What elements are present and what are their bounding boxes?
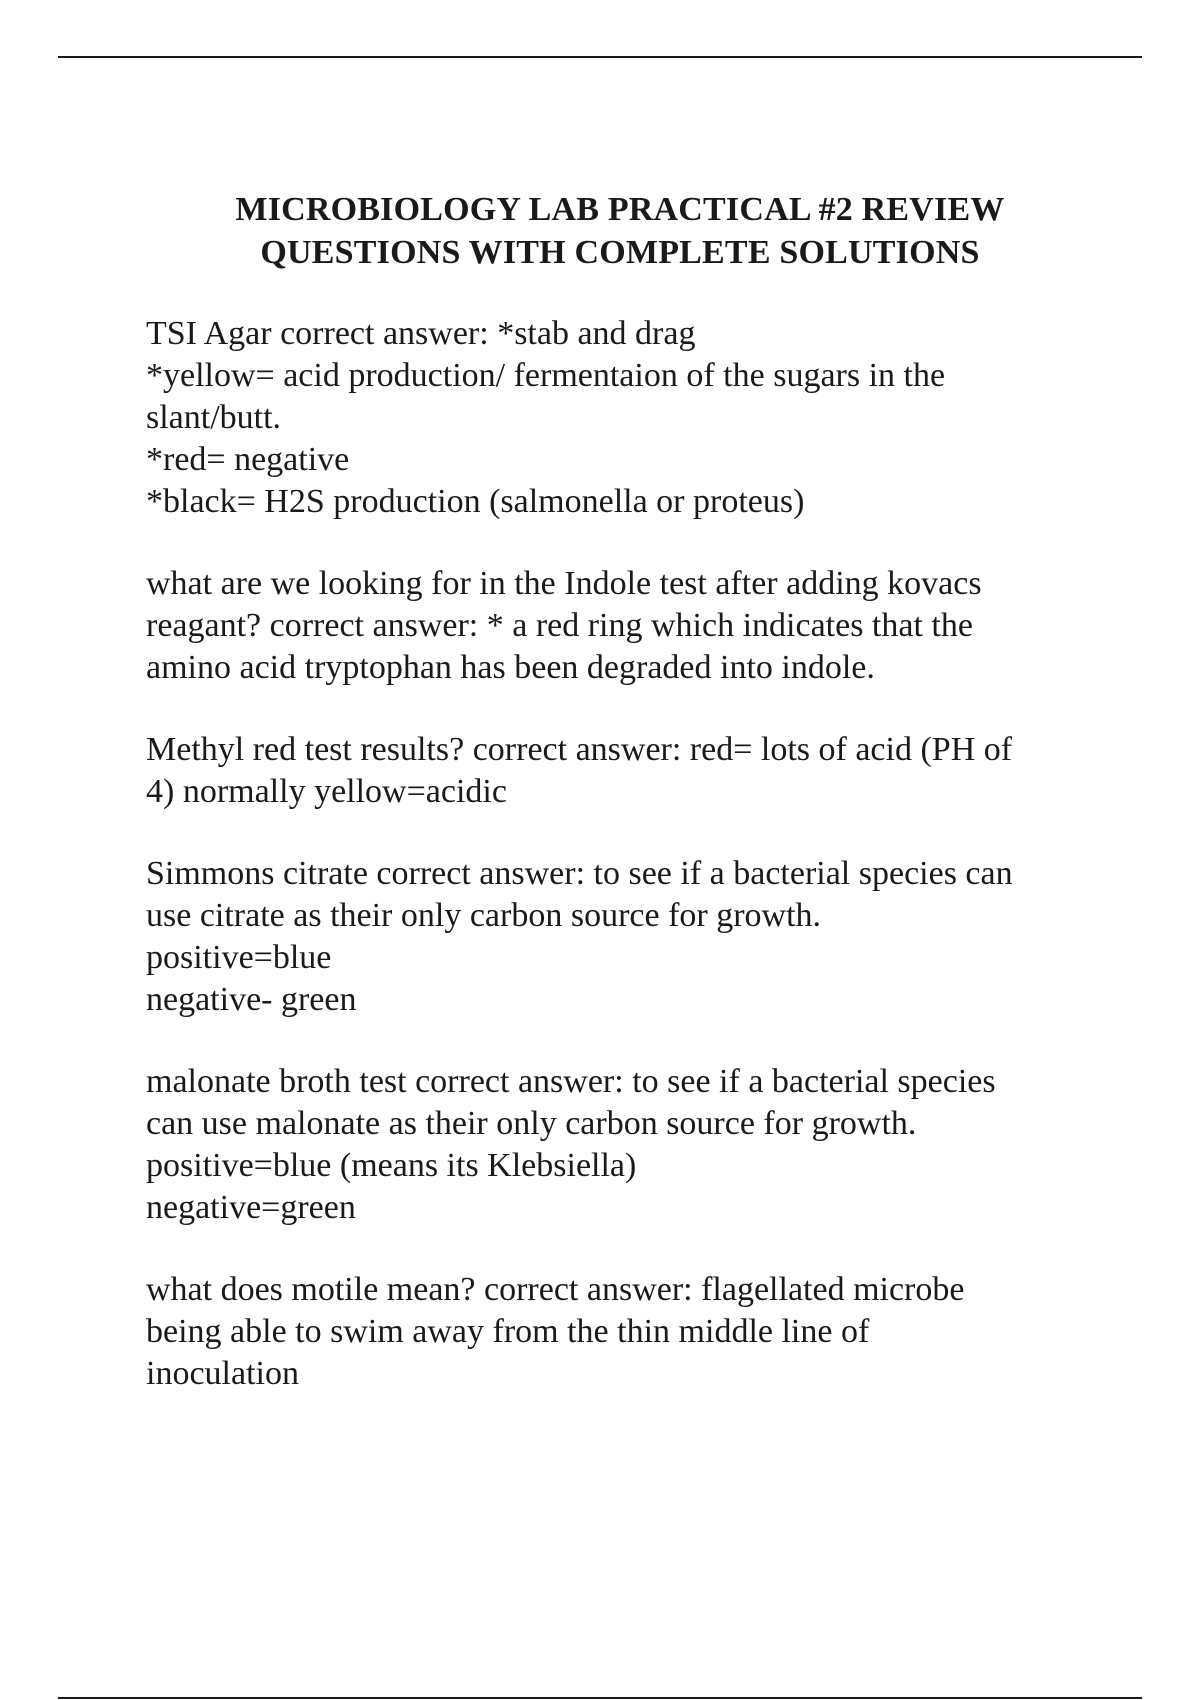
text-line: reagant? correct answer: * a red ring which indicates that the: [146, 607, 973, 644]
text-line: can use malonate as their only carbon source for growth.: [146, 1105, 917, 1142]
text-line: positive=blue (means its Klebsiella): [146, 1147, 637, 1184]
text-line: being able to swim away from the thin middle line of: [146, 1313, 870, 1350]
text-line: malonate broth test correct answer: to see if a bacterial species: [146, 1063, 996, 1100]
qa-entry-tsi-agar: [146, 313, 1106, 523]
text-line: positive=blue: [146, 939, 332, 976]
bottom-divider: [58, 1697, 1142, 1699]
qa-entry-motile: [146, 1269, 1106, 1395]
title-line-2: QUESTIONS WITH COMPLETE SOLUTIONS: [260, 234, 980, 271]
text-line: *yellow= acid production/ fermentaion of the sugars in the: [146, 357, 946, 394]
text-line: *red= negative: [146, 441, 350, 478]
qa-entry-methyl-red: [146, 729, 1106, 813]
text-line: negative=green: [146, 1189, 356, 1226]
title-line-1: MICROBIOLOGY LAB PRACTICAL #2 REVIEW: [235, 191, 1005, 228]
text-line: TSI Agar correct answer: *stab and drag: [146, 315, 696, 352]
top-divider: [58, 56, 1142, 58]
document-body: [146, 313, 1106, 1435]
text-line: *black= H2S production (salmonella or proteus): [146, 483, 805, 520]
text-line: negative- green: [146, 981, 357, 1018]
page-title: [140, 188, 1100, 274]
text-line: what are we looking for in the Indole test after adding kovacs: [146, 565, 982, 602]
qa-entry-malonate-broth: [146, 1061, 1106, 1229]
text-line: Methyl red test results? correct answer: red= lots of acid (PH of: [146, 731, 1013, 768]
text-line: what does motile mean? correct answer: flagellated microbe: [146, 1271, 965, 1308]
text-line: inoculation: [146, 1355, 299, 1392]
text-line: slant/butt.: [146, 399, 282, 436]
qa-entry-simmons-citrate: [146, 853, 1106, 1021]
text-line: Simmons citrate correct answer: to see if a bacterial species can: [146, 855, 1013, 892]
qa-entry-indole-test: [146, 563, 1106, 689]
text-line: use citrate as their only carbon source for growth.: [146, 897, 822, 934]
text-line: 4) normally yellow=acidic: [146, 773, 507, 810]
text-line: amino acid tryptophan has been degraded into indole.: [146, 649, 875, 686]
